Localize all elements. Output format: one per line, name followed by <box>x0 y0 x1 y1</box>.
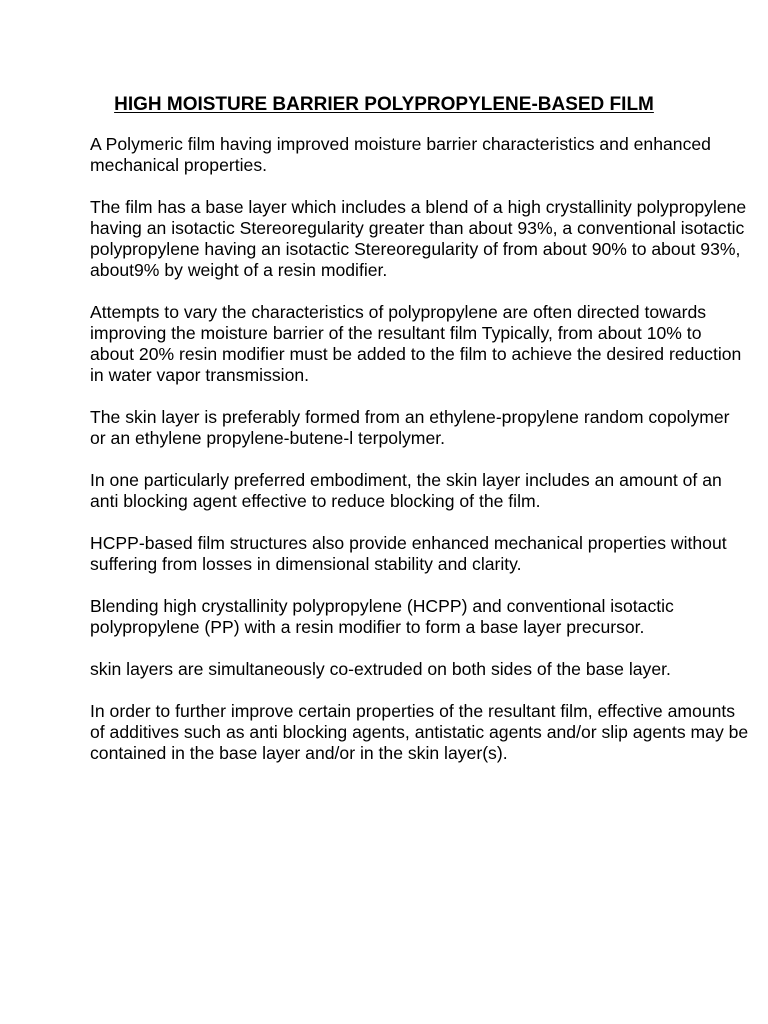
paragraph-moisture-barrier: Attempts to vary the characteristics of polypropylene are often directed towards improving the moisture barrier of the resultant film Typically, from about 10% to about 20% resin modifier must be added to the film to achieve the desired reduction in water vapor transmission. <box>90 302 742 385</box>
paragraph-mechanical-properties: HCPP-based film structures also provide enhanced mechanical properties without suffering from losses in dimensional stability and clarity. <box>90 533 727 574</box>
document-title: HIGH MOISTURE BARRIER POLYPROPYLENE-BASED FILM <box>114 94 654 115</box>
paragraph-summary: A Polymeric film having improved moisture barrier characteristics and enhanced mechanical properties. <box>90 134 711 175</box>
paragraph-anti-blocking: In one particularly preferred embodiment, the skin layer includes an amount of an anti blocking agent effective to reduce blocking of the film. <box>90 470 722 511</box>
paragraph-additives: In order to further improve certain properties of the resultant film, effective amounts of additives such as anti blocking agents, antistatic agents and/or slip agents may be contained in the base layer and/or in the skin layer(s). <box>90 701 749 763</box>
paragraph-blending: Blending high crystallinity polypropylene (HCPP) and conventional isotactic polypropylene (PP) with a resin modifier to form a base layer precursor. <box>90 596 674 637</box>
paragraph-base-layer: The film has a base layer which includes a blend of a high crystallinity polypropylene having an isotactic Stereoregularity greater than about 93%, a conventional isotactic polypropylene having an isotactic Stereoregularity of from about 90% to about 93%, about9% by weight of a resin modifier. <box>90 197 747 280</box>
paragraph-co-extrusion: skin layers are simultaneously co-extruded on both sides of the base layer. <box>90 659 671 679</box>
document-body <box>90 134 750 785</box>
paragraph-skin-layer: The skin layer is preferably formed from an ethylene-propylene random copolymer or an ethylene propylene-butene-l terpolymer. <box>90 407 730 448</box>
